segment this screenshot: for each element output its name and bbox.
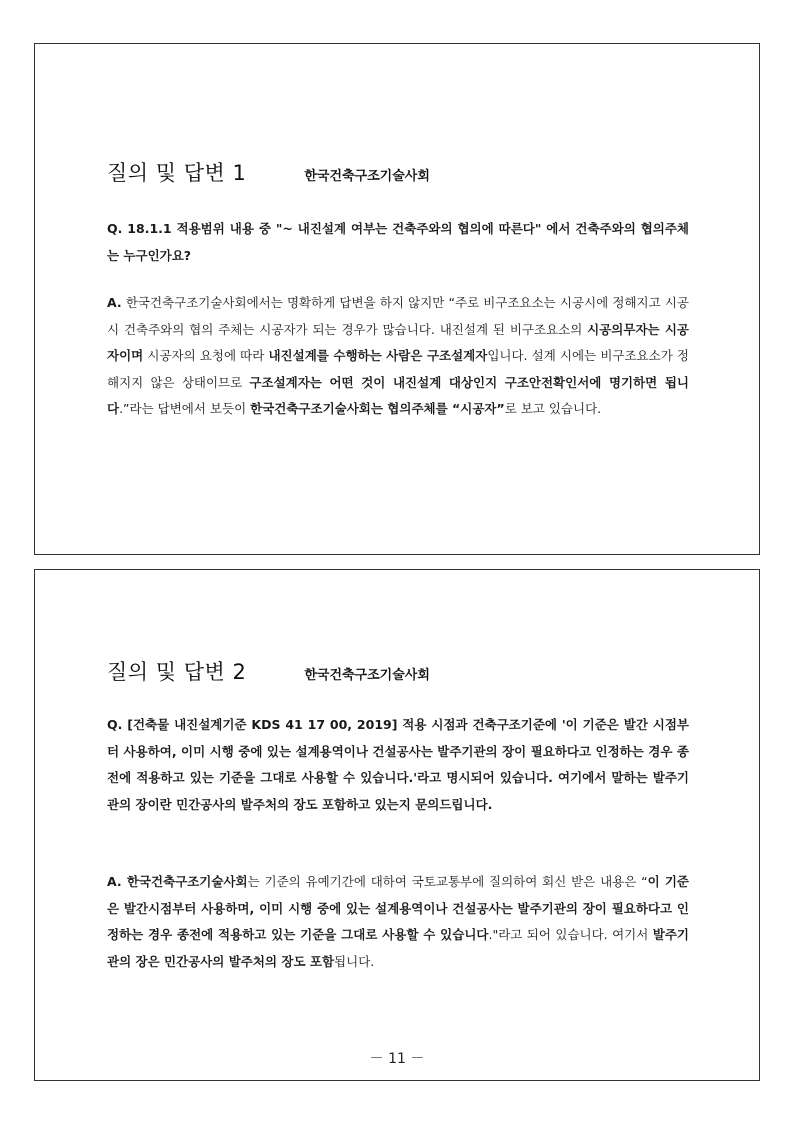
qa-section-1 (34, 43, 760, 555)
qa-title-2: 질의 및 답변 2 (107, 660, 247, 684)
answer-1: A. 한국건축구조기술사회에서는 명확하게 답변을 하지 않지만 “주로 비구조요소는 시공시에 정해지고 시공 시 건축주와의 협의 주체는 시공자가 되는 경우가 많습니다. 내진설계 된 비구조요소의 시공의무자는 시공자이며 시공자의 요청에 따라 내진설계를 수행하는 사람은 구조설계자입니다. 설계 시에는 비구조요소가 정해지지 않은 상태이므로 구조설계자는 어떤 것이 내진설계 대상인지 구조안전확인서에 명기하면 됩니다.”라는 답변에서 보듯이 한국건축구조기술사회는 협의주체를 “시공자”로 보고 있습니다. (107, 295, 690, 416)
question-2: Q. [건축물 내진설계기준 KDS 41 17 00, 2019] 적용 시점과 건축구조기준에 '이 기준은 발간 시점부터 사용하여, 이미 시행 중에 있는 설계용역이나 건설공사는 발주기관의 장이 필요하다고 인정하는 경우 종전에 적용하고 있는 기준을 그대로 사용할 수 있습니다.'라고 명시되어 있습니다. 여기에서 말하는 발주기관의 장이란 민간공사의 발주처의 장도 포함하고 있는지 문의드립니다. (107, 717, 689, 812)
page-number: － 11 － (369, 1051, 425, 1067)
qa-title-1: 질의 및 답변 1 (107, 161, 247, 185)
qa-heading-2 (107, 656, 430, 686)
qa-source-1: 한국건축구조기술사회 (304, 169, 430, 184)
qa-section-2 (34, 569, 760, 1081)
answer-label-1: A. (107, 295, 122, 310)
qa-source-2: 한국건축구조기술사회 (304, 668, 430, 683)
answer-2: A. 한국건축구조기술사회는 기준의 유예기간에 대하여 국토교통부에 질의하여 회신 받은 내용은 “이 기준은 발간시점부터 사용하며, 이미 시행 중에 있는 설계용역이나 건설공사는 발주기관의 장이 필요하다고 인정하는 경우 종전에 적용하고 있는 기준을 그대로 사용할 수 있습니다."라고 되어 있습니다. 여기서 발주기관의 장은 민간공사의 발주처의 장도 포함됩니다. (107, 874, 689, 969)
qa-heading-1 (107, 157, 430, 187)
question-1: Q. 18.1.1 적용범위 내용 중 "~ 내진설계 여부는 건축주와의 협의에 따른다" 에서 건축주와의 협의주체는 누구인가요? (107, 221, 689, 263)
answer-label-2: A. (107, 874, 122, 889)
